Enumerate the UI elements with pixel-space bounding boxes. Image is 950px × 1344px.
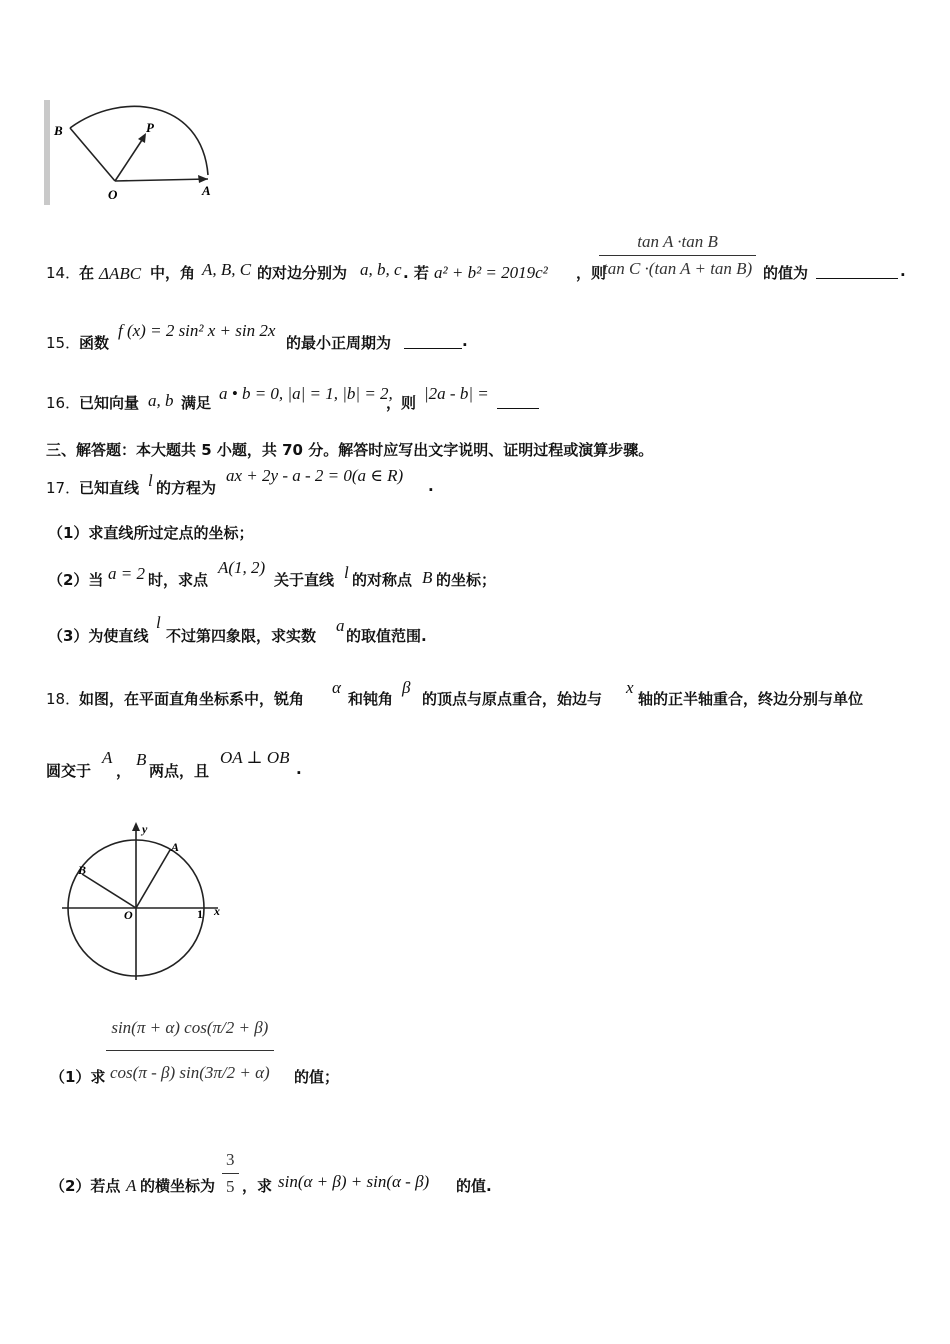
q16-text: 已知向量 [79,394,140,412]
q18-alpha: α [332,678,341,697]
q18-p2-text: 的横坐标为 [140,1177,216,1195]
q15-text: . [462,332,468,350]
label-o: O [124,908,133,922]
q15-answer-blank[interactable] [404,334,462,349]
segment-ob [70,128,115,181]
sector-figure [42,95,222,210]
q16-answer-blank[interactable] [497,394,539,409]
q18-p2-numerator: 3 [226,1150,235,1169]
q17-line-var: l [148,471,153,490]
q18-point-a: A [102,748,113,767]
q14-text: 的值为 [763,264,809,282]
q14-equation: a² + b² = 2019c² [434,263,548,282]
q14-text: 在 [79,264,95,282]
q18-point-b: B [136,750,147,769]
q17-p3-text: 的取值范围. [346,627,427,645]
segment-ob [82,874,136,908]
scan-edge [44,100,50,205]
q18-p2-text: （2）若点 [50,1177,121,1195]
q18-number: 18． [46,690,81,708]
label-b: B [78,863,87,877]
q14-text: . [900,262,906,280]
q18-p2-text: 的值. [456,1177,492,1195]
unit-circle-figure [58,818,233,986]
q18-perpendicular: OA ⊥ OB [220,748,290,767]
q17-p2-line-var: l [344,563,349,582]
q14-text: ，则 [576,264,607,282]
q17-p2-text: 的坐标； [436,571,497,589]
label-p: P [146,120,154,135]
q18-text: . [296,760,302,778]
q17-p2-text: 的对称点 [352,571,413,589]
q18-p2-denominator: 5 [222,1173,239,1197]
q18-p2-point: A [126,1176,137,1195]
q17-text: 已知直线 [79,479,140,497]
section-heading: 三、解答题：本大题共 5 小题，共 70 分。解答时应写出文字说明、证明过程或演算步骤。 [46,441,654,459]
q18-p2-fraction [222,1150,239,1197]
q18-p1-fraction [106,1018,274,1083]
q14-answer-blank[interactable] [816,264,898,279]
q18-text: 圆交于 [46,762,92,780]
label-one: 1 [197,907,203,921]
q17-p2-condition: a = 2 [108,564,145,583]
q17-p2-point: A(1, 2) [218,558,266,577]
q18-p2-text: ，求 [242,1177,273,1195]
label-b: B [54,123,63,138]
q14-fraction-numerator: tan A ·tan B [637,232,718,251]
q18-beta: β [402,678,411,697]
q17-part-1: （1）求直线所过定点的坐标； [48,524,254,542]
q14-triangle: ΔABC [99,264,142,283]
q14-number: 14． [46,264,81,282]
q18-x: x [626,678,634,697]
label-y: y [142,822,148,836]
segment-oa [136,850,170,908]
q17-p2-text: （2）当 [48,571,104,589]
q18-p1-text: 的值； [294,1068,340,1086]
label-a: A [171,840,180,854]
label-a: A [202,183,211,198]
q18-text: 轴的正半轴重合，终边分别与单位 [638,690,864,708]
arrow-p-icon [138,133,146,143]
label-x: x [214,904,220,918]
q18-p1-denominator: cos(π - β) sin(3π/2 + α) [106,1050,274,1083]
q14-text: 中，角 [150,264,196,282]
q18-p1-text: （1）求 [50,1068,106,1086]
q17-text: . [428,477,434,495]
q17-p3-text: （3）为使直线 [48,627,149,645]
q14-fraction [599,232,756,279]
q17-p2-text: 关于直线 [274,571,335,589]
q18-text: 两点，且 [149,762,210,780]
q17-p2-text: 时，求点 [148,571,209,589]
q17-p3-var: a [336,616,345,635]
segment-oa [115,179,208,181]
q18-p1-numerator: sin(π + α) cos(π/2 + β) [111,1018,269,1037]
y-arrow-icon [132,822,140,831]
q16-text: ，则 [386,394,417,412]
q17-equation: ax + 2y - a - 2 = 0(a ∈ R) [226,466,404,485]
q18-text: ， [116,762,132,780]
label-o: O [108,187,118,202]
q16-expression: |2a - b| = [424,384,489,403]
q17-p3-text: 不过第四象限，求实数 [166,627,317,645]
q18-text: 和钝角 [348,690,394,708]
q17-p2-point-b: B [422,568,433,587]
q14-sides: a, b, c [360,260,402,279]
q17-text: 的方程为 [156,479,217,497]
q16-condition: a • b = 0, |a| = 1, |b| = 2, [219,384,393,403]
q14-text: . 若 [403,264,429,282]
q17-number: 17． [46,479,81,497]
arrow-a-icon [198,175,208,183]
q16-vectors: a, b [148,391,174,410]
q15-text: 的最小正周期为 [286,334,392,352]
q15-function: f (x) = 2 sin² x + sin 2x [118,321,276,340]
q17-p3-line-var: l [156,613,161,632]
q14-angles: A, B, C [202,260,252,279]
q14-text: 的对边分别为 [257,264,348,282]
q15-number: 15． [46,334,81,352]
q18-p2-expression: sin(α + β) + sin(α - β) [278,1172,430,1191]
q18-text: 如图，在平面直角坐标系中，锐角 [79,690,305,708]
q15-text: 函数 [79,334,110,352]
q18-text: 的顶点与原点重合，始边与 [422,690,603,708]
q16-text: 满足 [181,394,212,412]
q16-number: 16． [46,394,81,412]
sector-arc [70,106,208,175]
q14-fraction-denominator: tan C ·(tan A + tan B) [599,255,756,279]
vector-op [115,137,144,181]
